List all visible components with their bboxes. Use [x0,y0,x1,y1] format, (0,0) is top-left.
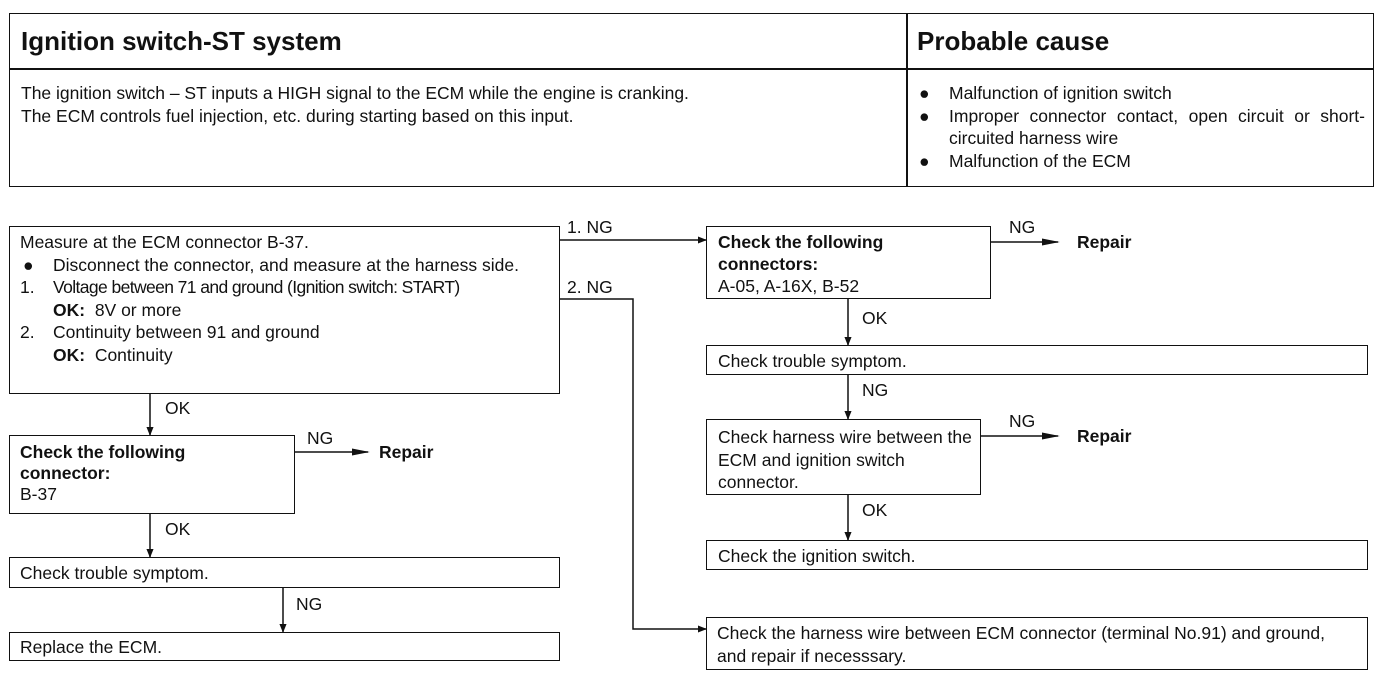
ok-label: OK [862,308,888,328]
page-title: Ignition switch-ST system [21,26,342,56]
check-connector-left-value: B-37 [20,484,57,504]
measure-step-1-ok: OK: 8V or more [53,299,182,320]
check-connectors-right-box [706,226,991,299]
cause-item: ● Malfunction of ignition switch [919,83,1172,103]
bullet-icon: ● [919,150,930,171]
harness-check-box: Check harness wire between the ECM and ignition switch connector. [706,419,981,495]
check-connector-left-title: Check the following connector: [20,442,186,483]
ng-label: NG [296,594,323,614]
ok-label: OK [165,398,191,418]
bullet-icon: ● [919,105,930,126]
description-line-1: The ignition switch – ST inputs a HIGH signal to the ECM while the engine is cranking. [21,83,689,103]
bullet-icon: ● [919,83,930,103]
trouble-symptom-right: Check trouble symptom. [706,345,1368,375]
harness-ground-box: Check the harness wire between ECM connector (terminal No.91) and ground, and repair if necesssary. [706,617,1368,670]
repair-label: Repair [379,442,434,462]
arrow-ng2 [560,299,706,629]
replace-ecm-box: Replace the ECM. [9,632,560,661]
check-connector-left-box [9,435,295,514]
measure-step-2-ok: OK: Continuity [53,344,173,365]
cause-item: ● Improper connector contact, open circuit or short-circuited harness wire [919,105,1365,148]
bullet-icon: ● [23,254,34,275]
ng-label: NG [1009,411,1036,431]
ng2-label: 2. NG [567,277,613,297]
measure-title: Measure at the ECM connector B-37. [20,232,309,252]
repair-label: Repair [1077,426,1132,446]
check-connectors-right-title: Check the following connectors: [718,232,884,274]
ignition-switch-box: Check the ignition switch. [706,540,1368,570]
measure-step-2: 2. Continuity between 91 and ground [20,322,320,342]
ng-label: NG [862,380,889,400]
cause-item: ● Malfunction of the ECM [919,150,1131,171]
measure-box [9,226,560,394]
probable-cause-title: Probable cause [917,26,1110,56]
check-connectors-right-value: A-05, A-16X, B-52 [718,276,860,296]
ok-label: OK [862,500,888,520]
description-line-2: The ECM controls fuel injection, etc. during starting based on this input. [21,105,574,126]
ng-label: NG [307,428,334,448]
trouble-symptom-left: Check trouble symptom. [9,557,560,588]
ng1-label: 1. NG [567,217,613,237]
ok-label: OK [165,519,191,539]
measure-step-1: 1. Voltage between 71 and ground (Ignition switch: START) [20,277,460,297]
repair-label: Repair [1077,232,1132,252]
measure-bullet: ● Disconnect the connector, and measure at the harness side. [23,254,519,275]
ng-label: NG [1009,217,1036,237]
